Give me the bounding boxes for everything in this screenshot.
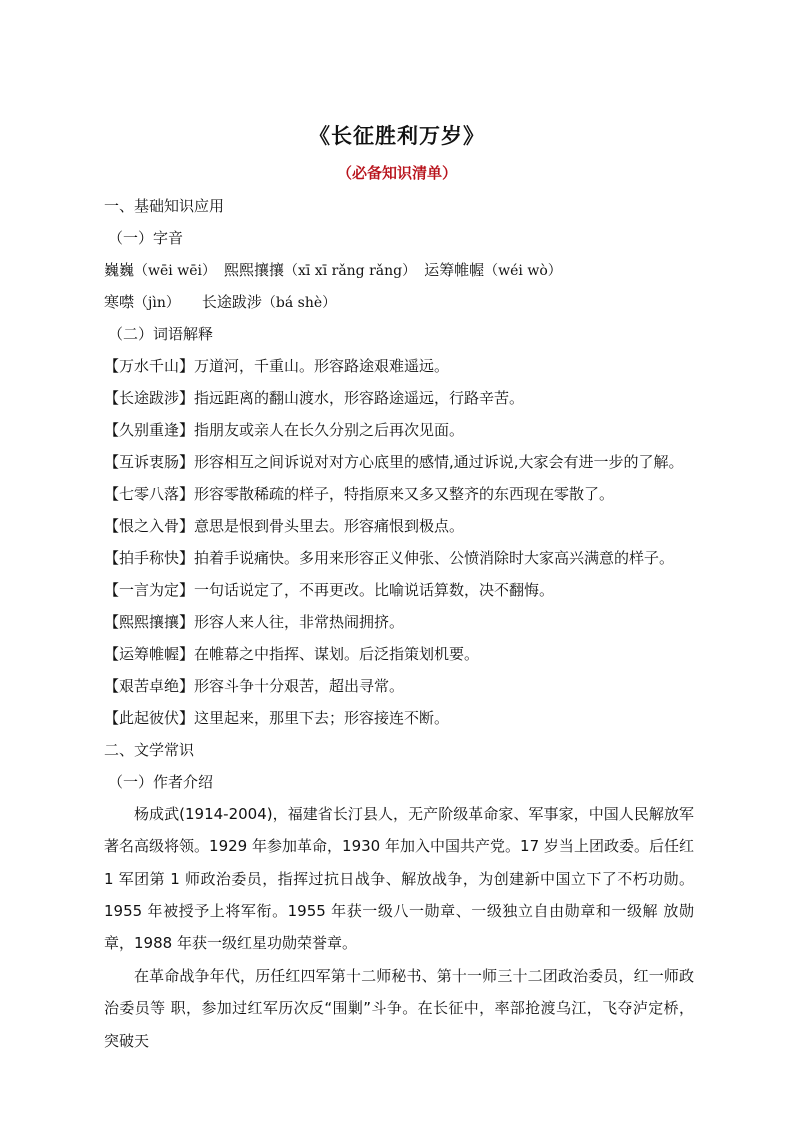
- subheading-vocabulary: （二）词语解释: [108, 325, 214, 343]
- vocab-item: [104, 548, 674, 568]
- pron-pinyin: （jìn）: [134, 295, 180, 311]
- vocab-definition: 形容零散稀疏的样子，特指原来又多又整齐的东西现在零散了。: [194, 485, 615, 503]
- vocab-definition: 形容斗争十分艰苦，超出寻常。: [194, 677, 405, 695]
- vocab-definition: 一句话说定了，不再更改。比喻说话算数，决不翻悔。: [194, 581, 555, 599]
- vocab-item: [104, 484, 614, 504]
- subheading-pronunciation: （一）字音: [108, 229, 184, 247]
- vocab-term: 【久别重逢】: [104, 421, 195, 439]
- pron-chars: 长途跋涉: [201, 293, 262, 311]
- vocab-definition: 指远距离的翻山渡水，形容路途遥远，行路辛苦。: [194, 389, 525, 407]
- vocab-item: [104, 580, 554, 600]
- vocab-term: 【互诉衷肠】: [104, 453, 195, 471]
- page-subtitle: （必备知识清单）: [336, 164, 457, 182]
- vocab-definition: 万道河，千重山。形容路途艰难遥远。: [194, 357, 450, 375]
- vocab-term: 【拍手称快】: [104, 549, 195, 567]
- author-paragraph-1: 杨成武(1914-2004)，福建省长汀县人，无产阶级革命家、军事家，中国人民解放军著名高级将领。1929 年参加革命，1930 年加入中国共产党。17 岁当上团政委。后任红 1 军团第 1 师政治委员，指挥过抗日战争、解放战争，为创建新中国立下了不朽功勋。1955 年被授予上将军衔。1955 年获一级八一勋章、一级独立自由勋章和一级解 放勋章，1988 年获一级红星功勋荣誉章。: [104, 805, 694, 953]
- vocab-definition: 指朋友或亲人在长久分别之后再次见面。: [194, 421, 465, 439]
- vocab-term: 【熙熙攘攘】: [104, 613, 195, 631]
- vocab-term: 【一言为定】: [104, 581, 195, 599]
- vocab-term: 【长途跋涉】: [104, 389, 195, 407]
- vocab-definition: 在帷幕之中指挥、谋划。后泛指策划机要。: [194, 645, 480, 663]
- vocab-definition: 形容人来人往，非常热闹拥挤。: [194, 613, 405, 631]
- vocab-term: 【运筹帷幄】: [104, 645, 195, 663]
- vocab-term: 【恨之入骨】: [104, 517, 195, 535]
- pron-chars: 寒噤: [104, 293, 135, 311]
- pron-chars: 运筹帷幄: [424, 261, 485, 279]
- pron-pinyin: （xī xī rǎng rǎng）: [283, 263, 417, 279]
- vocab-definition: 这里起来，那里下去；形容接连不断。: [194, 709, 450, 727]
- vocab-item: [104, 356, 449, 376]
- pron-chars: 熙熙攘攘: [223, 261, 284, 279]
- pronunciation-row-2: [104, 292, 336, 313]
- vocab-item: [104, 644, 479, 664]
- pron-pinyin: （wéi wò）: [484, 263, 562, 279]
- vocab-term: 【此起彼伏】: [104, 709, 195, 727]
- vocab-definition: 形容相互之间诉说对对方心底里的感情,通过诉说,大家会有进一步的了解。: [194, 453, 684, 471]
- page-title: 《长征胜利万岁》: [309, 124, 485, 148]
- vocab-item: [104, 420, 464, 440]
- section-heading-basic: 一、基础知识应用: [104, 197, 225, 215]
- author-paragraph-2: 在革命战争年代，历任红四军第十二师秘书、第十一师三十二团政治委员，红一师政治委员等 职，参加过红军历次反“围剿”斗争。在长征中，率部抢渡乌江，飞夺泸定桥，突破天: [104, 967, 694, 1050]
- pronunciation-row-1: [104, 260, 562, 281]
- vocab-item: [104, 452, 684, 472]
- vocab-term: 【七零八落】: [104, 485, 195, 503]
- vocab-item: [104, 516, 464, 536]
- vocab-definition: 意思是恨到骨头里去。形容痛恨到极点。: [194, 517, 465, 535]
- vocab-definition: 拍着手说痛快。多用来形容正义伸张、公愤消除时大家高兴满意的样子。: [194, 549, 675, 567]
- vocab-term: 【艰苦卓绝】: [104, 677, 195, 695]
- vocab-item: [104, 676, 404, 696]
- vocab-term: 【万水千山】: [104, 357, 195, 375]
- section-heading-literature: 二、文学常识: [104, 741, 195, 759]
- pron-pinyin: （wēi wēi）: [134, 263, 216, 279]
- vocab-item: [104, 612, 404, 632]
- pron-pinyin: （bá shè）: [261, 295, 337, 311]
- subheading-author: （一）作者介绍: [108, 773, 214, 791]
- pron-chars: 巍巍: [104, 261, 135, 279]
- vocab-item: [104, 708, 449, 728]
- vocab-item: [104, 388, 524, 408]
